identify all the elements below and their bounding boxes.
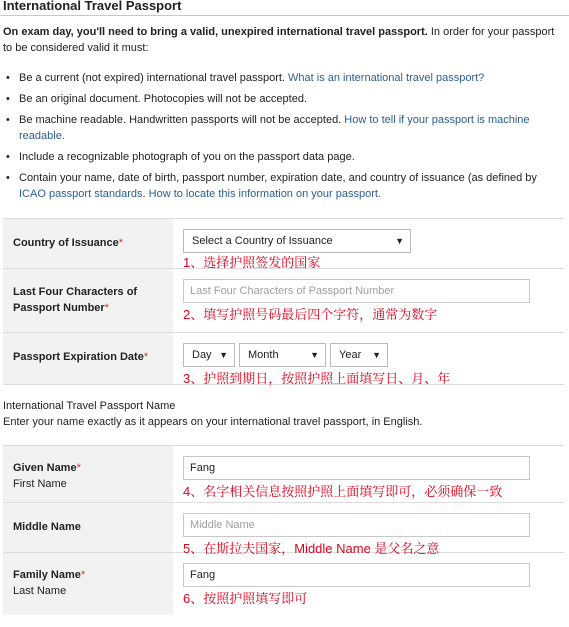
year-select[interactable] [330, 343, 388, 367]
triangle-down-icon: ▼ [395, 236, 404, 246]
given-name-sublabel: First Name [13, 478, 67, 490]
bullet-icon: • [6, 72, 10, 84]
requirement-text: Be a current (not expired) international travel passport. [19, 72, 289, 84]
country-row [3, 219, 564, 269]
required-mark: * [80, 569, 86, 581]
family-name-label-text: Family Name [13, 569, 81, 581]
required-mark: * [104, 302, 109, 314]
day-select[interactable] [183, 343, 235, 367]
family-name-sublabel: Last Name [13, 585, 67, 597]
annotation-2: 2、填写护照号码最后四个字符，通常为数字 [183, 307, 438, 322]
family-name-row [3, 553, 564, 615]
expiration-selects [183, 343, 554, 367]
triangle-down-icon: ▼ [372, 350, 381, 360]
requirement-text: Be machine readable. Handwritten passports will not be accepted. [19, 114, 345, 126]
middle-name-input[interactable]: Middle Name [183, 513, 530, 537]
given-name-label [3, 446, 173, 502]
month-select-value: Month [248, 349, 279, 361]
annotation-6: 6、按照护照填写即可 [183, 591, 308, 606]
middle-name-label-text: Middle Name [13, 521, 81, 533]
month-select[interactable] [239, 343, 326, 367]
name-section-intro [3, 398, 564, 430]
given-name-row [3, 446, 564, 503]
bullet-icon: • [6, 172, 10, 184]
bullet-icon: • [6, 114, 10, 126]
list-item [3, 149, 563, 165]
list-item [3, 112, 563, 144]
given-name-input[interactable]: Fang [183, 456, 530, 480]
requirement-text: Contain your name, date of birth, passport number, expiration date, and country of issuance (as defined by [19, 172, 537, 184]
annotation-1: 1、选择护照签发的国家 [183, 255, 321, 270]
required-mark: * [118, 237, 124, 249]
day-select-value: Day [192, 349, 212, 361]
last-four-label-text: Last Four Characters of Passport Number [13, 286, 138, 314]
passport-form [3, 218, 564, 385]
bullet-icon: • [6, 151, 10, 163]
page-title: International Travel Passport [3, 0, 182, 13]
required-mark: * [76, 462, 81, 474]
given-name-field [173, 446, 564, 502]
middle-name-field [173, 503, 564, 556]
international-passport-info-link[interactable]: What is an international travel passport? [288, 72, 485, 84]
list-item [3, 91, 563, 107]
family-name-input[interactable]: Fang [183, 563, 530, 587]
expiration-label [3, 333, 173, 384]
intro-paragraph [3, 24, 563, 56]
title-divider [0, 15, 569, 16]
name-section-heading: International Travel Passport Name [3, 400, 176, 412]
last-four-row [3, 269, 564, 333]
expiration-row [3, 333, 564, 385]
middle-name-label [3, 503, 173, 552]
machine-readable-link[interactable]: How to tell if your passport is machine readable. [19, 114, 530, 142]
expiration-label-text: Passport Expiration Date [13, 351, 144, 363]
requirement-text-after: . [142, 188, 149, 200]
given-name-label-text: Given Name [13, 462, 77, 474]
icao-standards-link[interactable]: ICAO passport standards [19, 188, 143, 200]
expiration-field [173, 333, 564, 384]
bullet-icon: • [6, 93, 10, 105]
country-field [173, 219, 564, 268]
country-select[interactable] [183, 229, 411, 253]
requirement-text: Include a recognizable photograph of you on the passport data page. [19, 151, 355, 163]
name-section-instruction: Enter your name exactly as it appears on your international travel passport, in English. [3, 416, 423, 428]
requirement-text: Be an original document. Photocopies will not be accepted. [19, 93, 308, 105]
required-mark: * [143, 351, 149, 363]
year-select-value: Year [339, 349, 362, 361]
middle-name-row [3, 503, 564, 556]
family-name-field [173, 553, 564, 615]
annotation-3: 3、护照到期日，按照护照上面填写日、月、年 [183, 371, 451, 386]
locate-info-link[interactable]: How to locate this information on your passport. [148, 188, 381, 200]
annotation-4: 4、名字相关信息按照护照上面填写即可，必须确保一致 [183, 484, 503, 499]
triangle-down-icon: ▼ [219, 350, 228, 360]
annotation-5: 5、在斯拉夫国家，Middle Name 是父名之意 [183, 541, 440, 556]
intro-rest-text: In order for your passport to be considered valid it must: [3, 26, 555, 54]
last-four-input[interactable]: Last Four Characters of Passport Number [183, 279, 530, 303]
country-label-text: Country of Issuance [13, 237, 119, 249]
list-item [3, 170, 563, 202]
name-form [3, 445, 564, 615]
requirements-list [3, 70, 563, 207]
country-label [3, 219, 173, 268]
list-item [3, 70, 563, 86]
triangle-down-icon: ▼ [310, 350, 319, 360]
family-name-label [3, 553, 173, 615]
last-four-label [3, 269, 173, 332]
country-select-value: Select a Country of Issuance [192, 235, 333, 247]
last-four-field [173, 269, 564, 332]
intro-bold-text: On exam day, you'll need to bring a valid, unexpired international travel passport. [3, 26, 428, 38]
